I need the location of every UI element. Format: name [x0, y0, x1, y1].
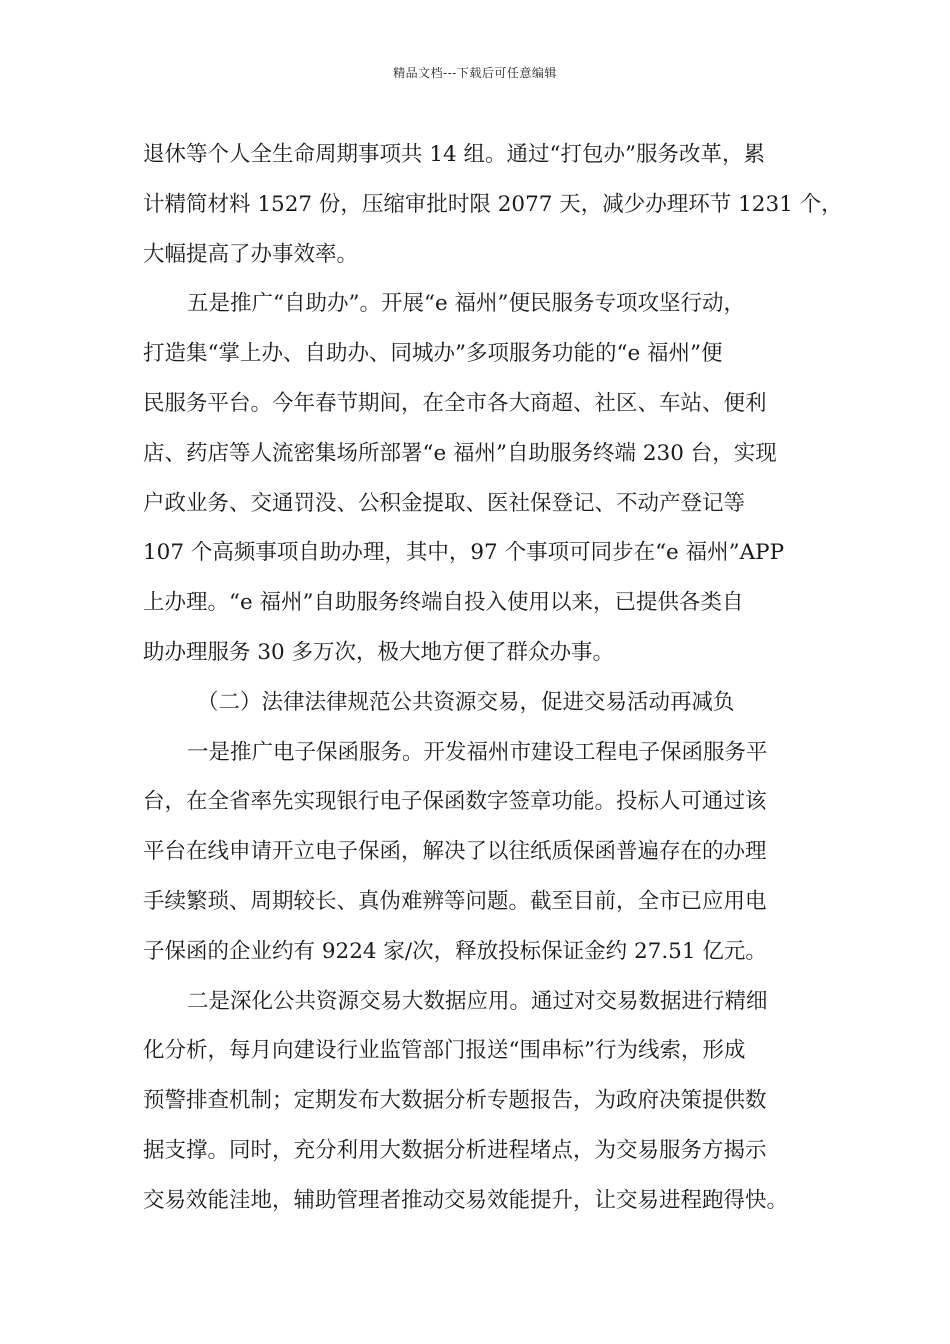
text-line: 手续繁琐、周期较长、真伪难辨等问题。截至目前，全市已应用电	[143, 888, 767, 914]
text-line: 店、药店等人流密集场所部署“e 福州”自助服务终端 230 台，实现	[143, 440, 777, 466]
text-line: 预警排查机制；定期发布大数据分析专题报告，为政府决策提供数	[143, 1088, 767, 1114]
paragraph-first-line: 五是推广“自助办”。开展“e 福州”便民服务专项攻坚行动，	[187, 291, 746, 317]
text-line: 大幅提高了办事效率。	[143, 241, 359, 267]
text-line: 助办理服务 30 多万次，极大地方便了群众办事。	[143, 639, 615, 665]
text-line: 打造集“掌上办、自助办、同城办”多项服务功能的“e 福州”便	[143, 341, 723, 367]
paragraph-first-line: 二是深化公共资源交易大数据应用。通过对交易数据进行精细	[187, 988, 768, 1014]
text-line: 户政业务、交通罚没、公积金提取、医社保登记、不动产登记等	[143, 490, 746, 516]
text-line: 107 个高频事项自助办理，其中，97 个事项可同步在“e 福州”APP	[143, 540, 785, 566]
section-heading: （二）法律法律规范公共资源交易，促进交易活动再减负	[197, 689, 735, 715]
text-line: 交易效能洼地，辅助管理者推动交易效能提升，让交易进程跑得快。	[143, 1187, 789, 1213]
text-line: 民服务平台。今年春节期间，在全市各大商超、社区、车站、便利	[143, 390, 767, 416]
text-line: 化分析，每月向建设行业监管部门报送“围串标”行为线索，形成	[143, 1038, 746, 1064]
text-line: 台，在全省率先实现银行电子保函数字签章功能。投标人可通过该	[143, 789, 767, 815]
text-line: 平台在线申请开立电子保函，解决了以往纸质保函普遍存在的办理	[143, 839, 767, 865]
page-header: 精品文档---下载后可任意编辑	[393, 66, 557, 80]
document-body	[143, 130, 843, 1226]
text-line: 子保函的企业约有 9224 家/次，释放投标保证金约 27.51 亿元。	[143, 938, 767, 964]
text-line: 据支撑。同时，充分利用大数据分析进程堵点，为交易服务方揭示	[143, 1137, 767, 1163]
paragraph-first-line: 一是推广电子保函服务。开发福州市建设工程电子保函服务平	[187, 739, 768, 765]
text-line: 退休等个人全生命周期事项共 14 组。通过“打包办”服务改革，累	[143, 142, 766, 167]
text-line: 上办理。“e 福州”自助服务终端自投入使用以来，已提供各类自	[143, 590, 744, 616]
text-line: 计精简材料 1527 份，压缩审批时限 2077 天，减少办理环节 1231 个，	[143, 191, 843, 217]
